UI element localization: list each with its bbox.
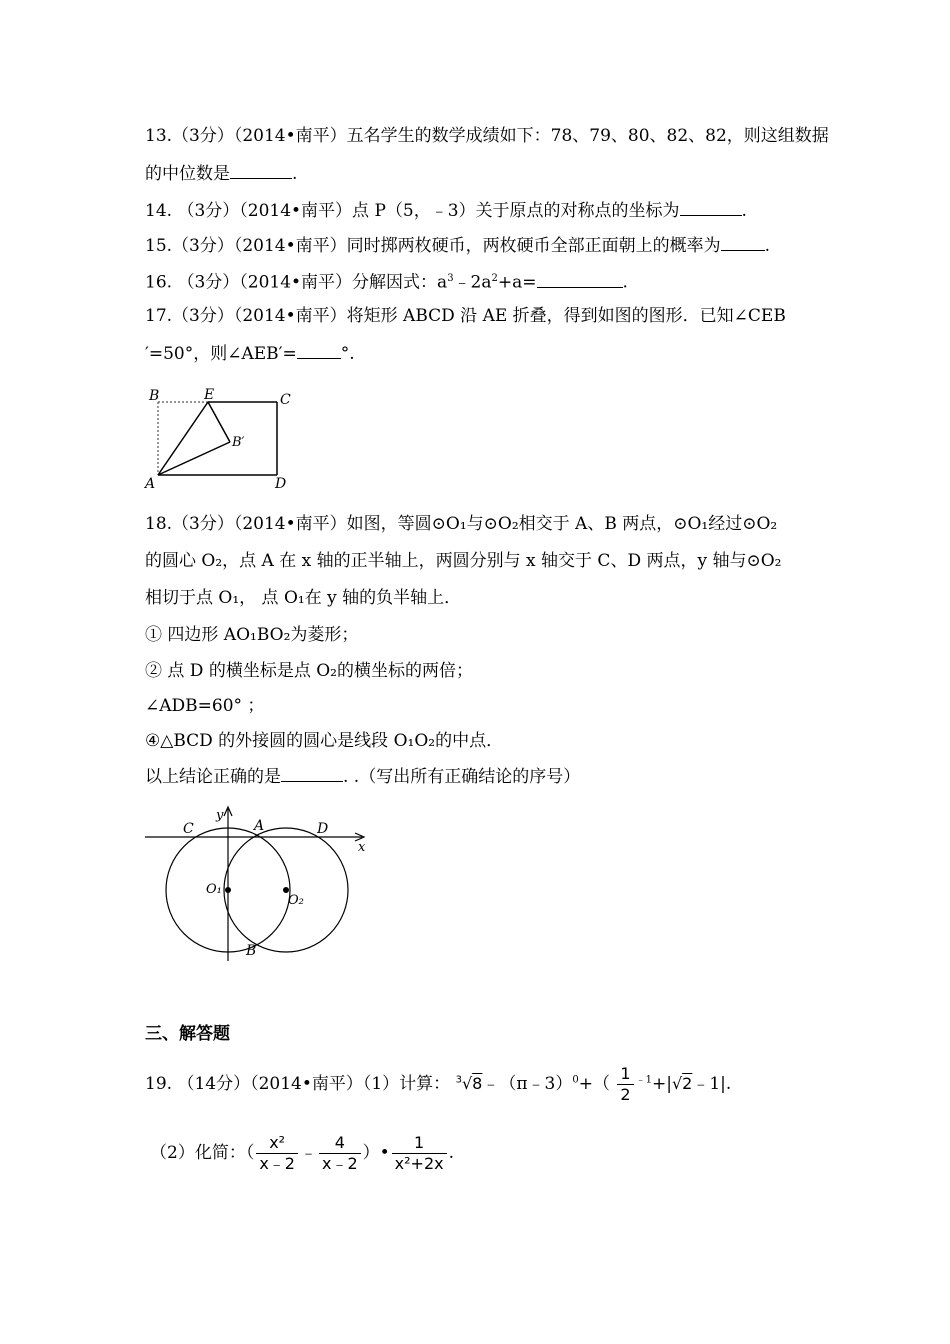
abs-tail: ﹣1|. xyxy=(692,1074,732,1094)
neg-one-exponent: ﹣1 xyxy=(635,1074,652,1086)
minus-sign: ﹣ xyxy=(299,1143,317,1163)
q16-mid: ﹣2a xyxy=(453,272,492,293)
label-e: E xyxy=(204,387,215,403)
q14-line xyxy=(145,199,747,222)
label-d: D xyxy=(317,821,329,837)
fraction-denominator: x²+2x xyxy=(394,1154,444,1173)
label-c: C xyxy=(280,392,291,408)
radicand-8: 8 xyxy=(472,1074,483,1093)
fraction-numerator: 4 xyxy=(319,1133,361,1154)
fraction-denominator: x﹣2 xyxy=(321,1154,358,1173)
q14-text: 14. （3分）（2014•南平）点 P（5，﹣3）关于原点的对称点的坐标为 xyxy=(145,201,680,221)
label-b: B xyxy=(149,388,160,404)
q17-line1: 17.（3分）（2014•南平）将矩形 ABCD 沿 AE 折叠，得到如图的图形．已知∠CEB xyxy=(145,306,786,326)
segment-eb xyxy=(208,402,230,442)
q18-item2: ② 点 D 的横坐标是点 O₂的横坐标的两倍； xyxy=(145,661,473,681)
label-o1: O₁ xyxy=(206,882,222,897)
fraction-3 xyxy=(392,1133,447,1174)
q13-text: 的中位数是 xyxy=(145,164,230,184)
q15-end: . xyxy=(764,236,771,256)
q18-item3: ∠ADB=60° ； xyxy=(145,696,265,716)
q14-end: . xyxy=(741,201,747,221)
fraction-2 xyxy=(319,1133,361,1174)
answer-blank xyxy=(297,342,341,359)
label-y: y xyxy=(216,808,224,823)
q19-part1 xyxy=(145,1064,731,1105)
label-b-prime: B′ xyxy=(232,435,245,450)
fraction-half xyxy=(617,1064,633,1105)
answer-blank xyxy=(680,199,742,216)
cube-root: $^3$√8 xyxy=(455,1074,483,1093)
circles-figure xyxy=(140,803,380,968)
q18-item4: ④△BCD 的外接圆的圆心是线段 O₁O₂的中点． xyxy=(145,731,504,751)
root-index: 3 xyxy=(455,1074,462,1086)
close-dot: ）• xyxy=(362,1143,390,1163)
q13-line2 xyxy=(145,162,297,185)
q19-part2-prefix: （2）化简： xyxy=(150,1143,246,1163)
label-a: A xyxy=(254,818,265,834)
q19-prefix: 19. （14分）（2014•南平）（1）计算： xyxy=(145,1074,451,1094)
q19-plus-paren: +（ xyxy=(578,1074,610,1094)
fraction-numerator: 1 xyxy=(392,1133,447,1154)
radicand-2: 2 xyxy=(682,1074,693,1093)
q19-part2: （2）化简：（ $\frac{\text{x²}}{x﹣2}$ ﹣ $\frac{4}{x﹣2}$ ）• $\frac{1}{\text{x²+2x}}$ . xyxy=(150,1133,455,1173)
fraction-numerator: x² xyxy=(256,1133,298,1154)
label-c: C xyxy=(183,821,194,837)
q16-tail: +a= xyxy=(497,272,537,293)
q16-line xyxy=(145,268,628,294)
sqrt-2: √2 xyxy=(671,1074,693,1093)
section-heading: 三、解答题 xyxy=(145,1024,230,1044)
abs-open: +| xyxy=(651,1074,672,1094)
q15-line xyxy=(145,234,770,257)
q17-line2 xyxy=(145,342,355,365)
label-o2: O₂ xyxy=(288,893,304,908)
q18-line3: 相切于点 O₁， 点 O₁在 y 轴的负半轴上． xyxy=(145,588,462,608)
answer-blank xyxy=(281,765,343,782)
q16-exp1: 3 xyxy=(447,273,454,284)
q18-answer-text: 以上结论正确的是 xyxy=(145,767,281,787)
fraction-numerator: 1 xyxy=(617,1064,633,1085)
q19-mid: ﹣（π﹣3） xyxy=(482,1074,573,1094)
q16-exp2: 2 xyxy=(491,273,498,284)
fraction-denominator: x﹣2 xyxy=(259,1154,295,1173)
q13-end: . xyxy=(292,164,298,184)
q16-end: . xyxy=(622,272,628,293)
answer-blank xyxy=(230,162,292,179)
zero-exponent: 0 xyxy=(572,1074,579,1086)
point-o1 xyxy=(225,887,231,893)
rectangle-fold-figure xyxy=(140,382,310,494)
q19-end: . xyxy=(448,1143,455,1163)
q18-answer-line xyxy=(145,765,580,788)
answer-blank xyxy=(537,271,623,288)
label-d: D xyxy=(275,476,287,492)
label-b: B xyxy=(246,943,257,959)
q18-line2: 的圆心 O₂，点 A 在 x 轴的正半轴上，两圆分别与 x 轴交于 C、D 两点，y 轴与⊙O₂ xyxy=(145,551,782,571)
q17-text: ′=50°，则∠AEB′= xyxy=(145,344,297,364)
q17-end: °. xyxy=(340,344,355,364)
q15-text: 15.（3分）（2014•南平）同时掷两枚硬币，两枚硬币全部正面朝上的概率为 xyxy=(145,236,721,256)
fraction-1 xyxy=(256,1133,298,1174)
q13-line1: 13.（3分）（2014•南平）五名学生的数学成绩如下：78、79、80、82、82，则这组数据 xyxy=(145,126,829,146)
q18-answer-end: . .（写出所有正确结论的序号） xyxy=(343,767,581,787)
label-x: x xyxy=(358,840,366,855)
label-a: A xyxy=(145,476,156,492)
q18-line1: 18.（3分）（2014•南平）如图，等圆⊙O₁与⊙O₂相交于 A、B 两点，⊙O₁经过⊙O₂ xyxy=(145,514,778,534)
fraction-denominator: 2 xyxy=(620,1085,631,1104)
q18-item1: ① 四边形 AO₁BO₂为菱形； xyxy=(145,625,359,645)
q16-text: 16. （3分）（2014•南平）分解因式：a xyxy=(145,272,448,293)
answer-blank xyxy=(721,234,765,251)
